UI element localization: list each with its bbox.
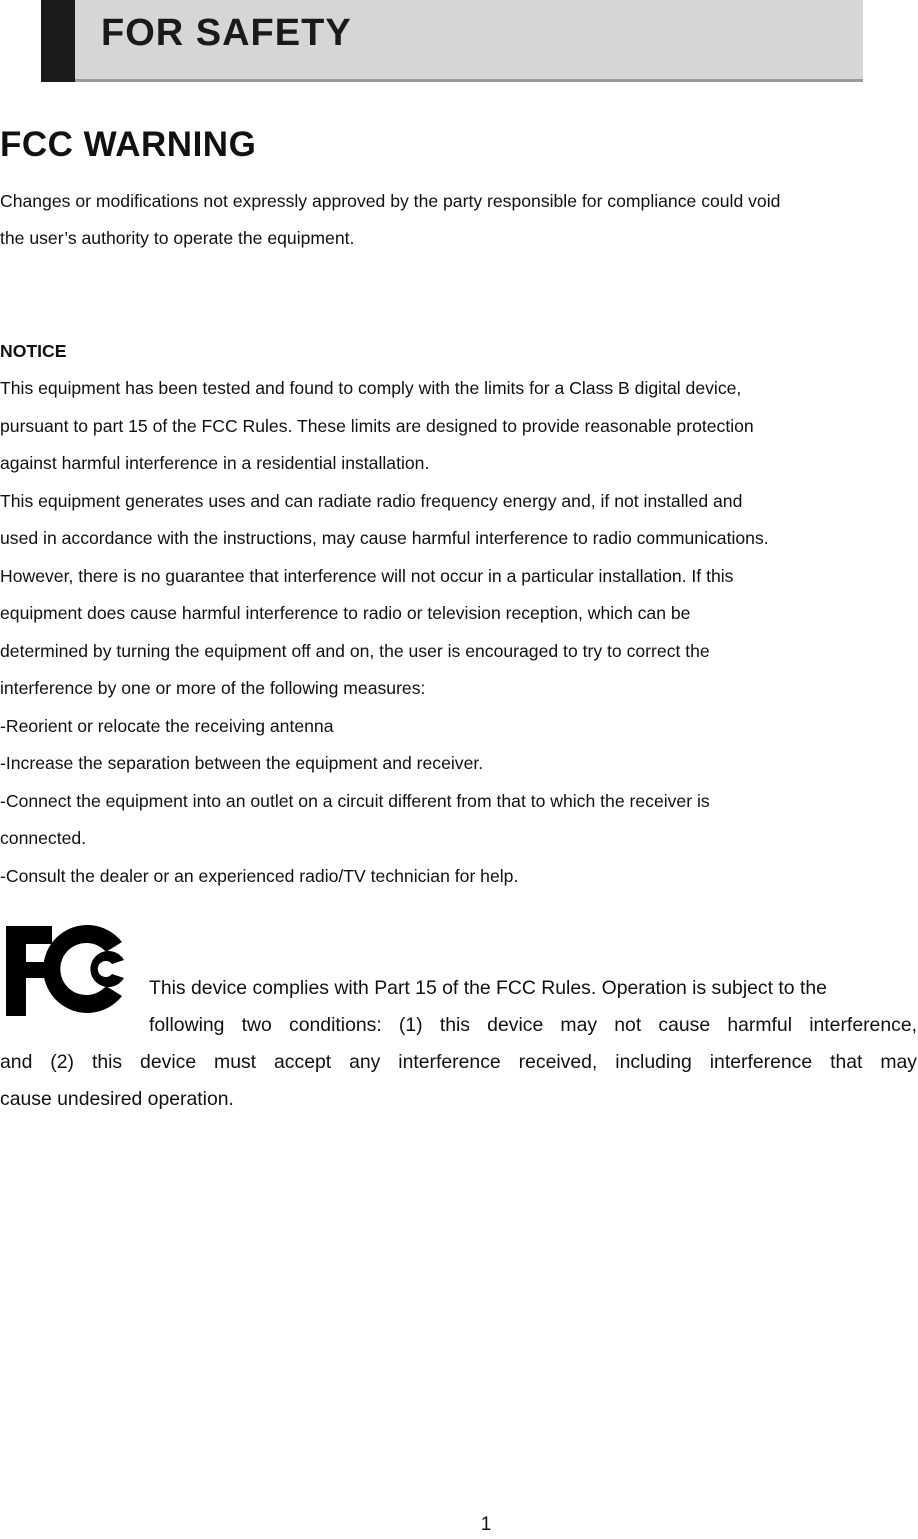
compliance-line-4: cause undesired operation. bbox=[0, 1088, 234, 1110]
notice-line-2: pursuant to part 15 of the FCC Rules. These limits are designed to provide reasonable protection bbox=[0, 416, 754, 436]
notice-line-5: used in accordance with the instructions, may cause harmful interference to radio communications. bbox=[0, 528, 769, 548]
fcc-warning-line-2: the user’s authority to operate the equipment. bbox=[0, 228, 355, 248]
fcc-logo-icon bbox=[4, 920, 128, 1018]
section-banner bbox=[41, 0, 863, 82]
banner-title: FOR SAFETY bbox=[101, 12, 352, 54]
notice-line-7: equipment does cause harmful interference to radio or television reception, which can be bbox=[0, 603, 691, 623]
notice-line-1: This equipment has been tested and found to comply with the limits for a Class B digital device, bbox=[0, 378, 742, 398]
fcc-warning-heading: FCC WARNING bbox=[0, 125, 257, 164]
notice-line-10: -Reorient or relocate the receiving antenna bbox=[0, 716, 334, 736]
compliance-line-1: This device complies with Part 15 of the FCC Rules. Operation is subject to the bbox=[149, 977, 827, 999]
notice-line-3: against harmful interference in a residential installation. bbox=[0, 453, 430, 473]
notice-heading: NOTICE bbox=[0, 341, 67, 361]
notice-line-8: determined by turning the equipment off and on, the user is encouraged to try to correct the bbox=[0, 641, 710, 661]
page-number: 1 bbox=[480, 1514, 492, 1535]
notice-line-12: -Connect the equipment into an outlet on a circuit different from that to which the receiver is bbox=[0, 791, 710, 811]
notice-line-14: -Consult the dealer or an experienced radio/TV technician for help. bbox=[0, 866, 519, 886]
notice-line-13: connected. bbox=[0, 828, 87, 848]
notice-line-6: However, there is no guarantee that interference will not occur in a particular installation. If this bbox=[0, 566, 734, 586]
compliance-line-3: and (2) this device must accept any interference received, including interference that may bbox=[0, 1051, 917, 1073]
notice-line-9: interference by one or more of the following measures: bbox=[0, 678, 426, 698]
fcc-warning-line-1: Changes or modifications not expressly approved by the party responsible for compliance could void bbox=[0, 191, 781, 211]
notice-line-4: This equipment generates uses and can radiate radio frequency energy and, if not installed and bbox=[0, 491, 743, 511]
compliance-line-2: following two conditions: (1) this device may not cause harmful interference, bbox=[149, 1014, 917, 1036]
banner-accent-bar bbox=[41, 0, 75, 82]
notice-line-11: -Increase the separation between the equipment and receiver. bbox=[0, 753, 484, 773]
